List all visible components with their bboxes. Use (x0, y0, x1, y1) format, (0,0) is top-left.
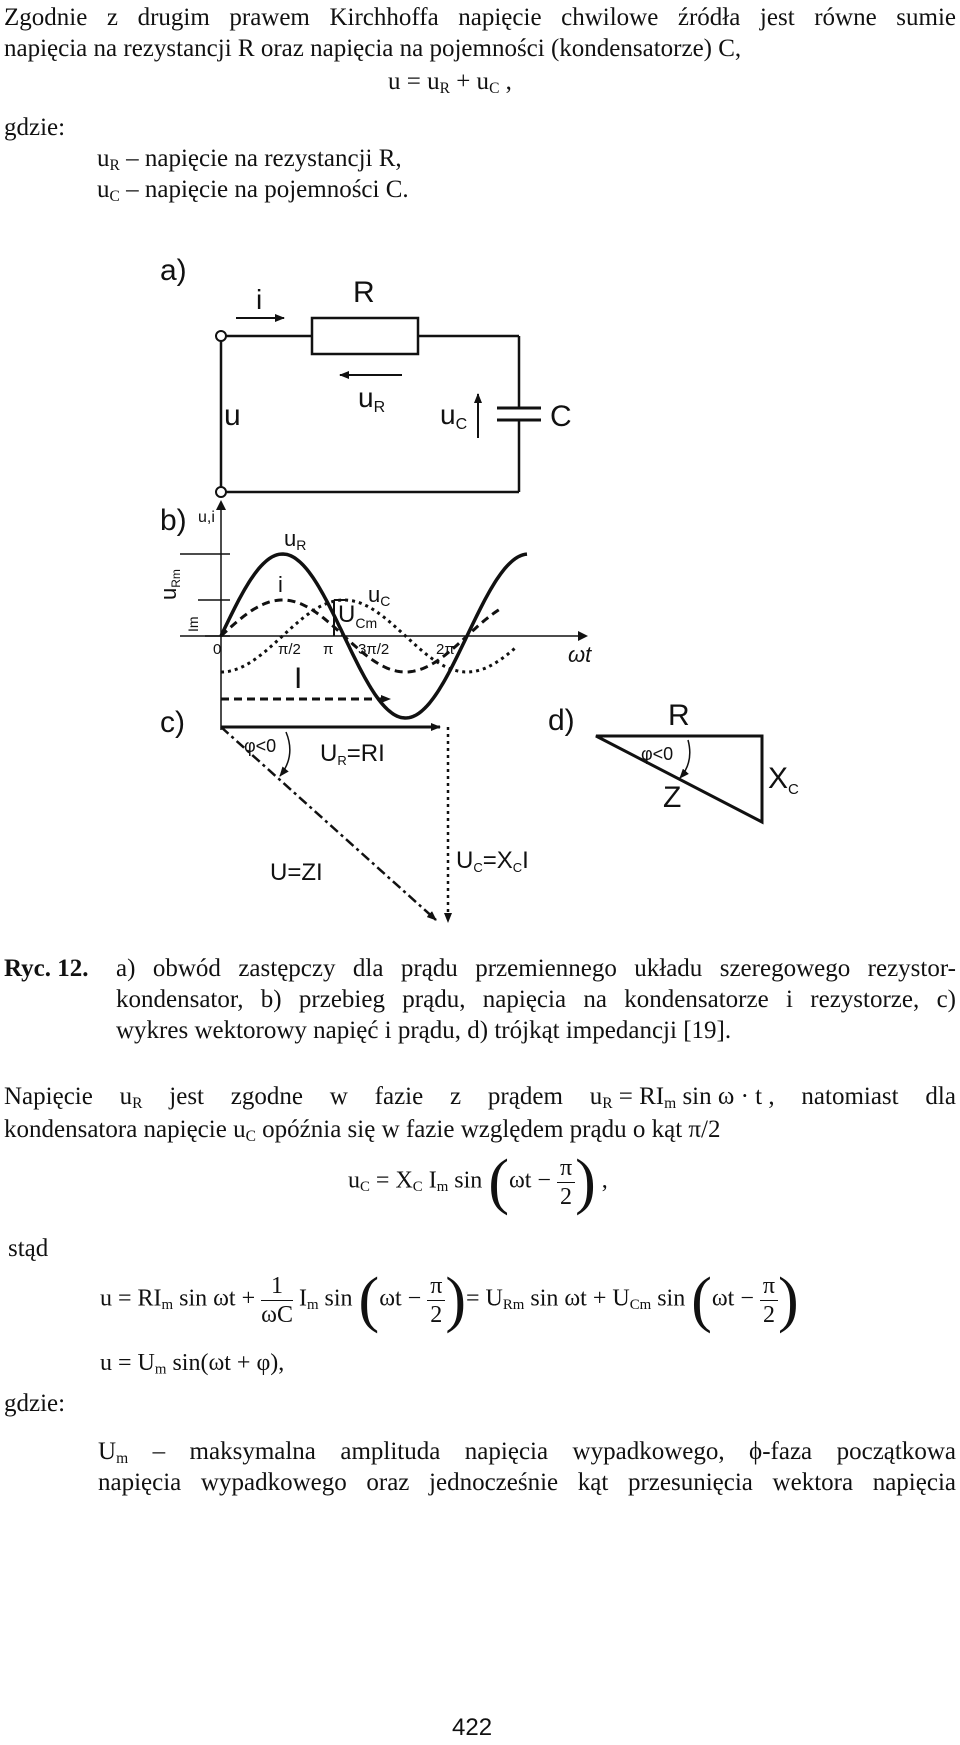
urm-label: uRm (156, 569, 183, 600)
triangle-r-label: R (668, 699, 690, 732)
phi-label: φ<0 (244, 736, 277, 756)
equation-u-expanded: $u = RI_m$ sin ωt + $\frac{1}{\omega C}$ $I_m$ sin (ωt − $\frac{\pi}{2}$ )= $U_{Rm}$ $\sin \omega t + U_{Cm}$ sin (ωt − $\frac{\pi}{2}$ ) (100, 1266, 799, 1334)
ucm-label: $U_{Cm}$ (338, 601, 378, 631)
i-wave-label: i (278, 572, 283, 597)
terminal-top (216, 331, 226, 341)
resistor-label: R (353, 276, 375, 309)
uc-wave-label: uC (368, 582, 391, 609)
x-axis-arrow (578, 631, 588, 641)
current-phasor-label: I (294, 662, 303, 695)
waveform-axes (205, 508, 580, 730)
intro-line-2: napięcia na rezystancji R oraz napięcia na pojemności (kondensatorze) C, (4, 35, 742, 62)
panel-c-label: c) (160, 706, 185, 739)
triangle-phi-arc (680, 740, 690, 778)
panel-d-label: d) (548, 704, 575, 737)
tick-label: π (323, 641, 334, 658)
tick-label: 3π/2 (358, 641, 390, 658)
tick-label: 0 (213, 641, 222, 658)
caption-line-3: wykres wektorowy napięć i prądu, d) trójkąt impedancji [19]. (116, 1017, 732, 1044)
inline-equation-ur: $u_R = RI_m$ sin ω · t , (589, 1083, 775, 1112)
paragraph-1-line-2: kondensatora napięcie $u_C$ opóźnia się w fazie względem prądu o kąt π/2 (4, 1116, 721, 1145)
uc-phasor-label: UC=XCI (456, 847, 529, 875)
paragraph-2-line-1: $U_m$ – maksymalna amplituda napięcia wypadkowego, ϕ-faza początkowa (98, 1438, 956, 1467)
equation-u-resultant: $u = U_m$ sin(ωt + φ), (100, 1350, 285, 1378)
x-axis-label: ωt (568, 642, 592, 667)
caption-line-2: kondensator, b) przebieg prądu, napięcia na kondensatorze i rezystorze, c) (116, 986, 956, 1013)
phi-arc (280, 732, 290, 776)
figure-rc-circuit (0, 240, 960, 940)
resistor-symbol (312, 318, 418, 354)
paragraph-1-line-1: Napięcie $u_R$ jest zgodne w fazie z prądem $u_R = RI_m$ sin ω · t , natomiast dla (4, 1081, 956, 1119)
where-label-2: gdzie: (4, 1390, 66, 1417)
page-number: 422 (452, 1714, 493, 1741)
ur-phasor-label: UR=RI (320, 740, 385, 768)
paragraph-2-line-2: napięcia wypadkowego oraz jednocześnie kąt przesunięcia wektora napięcia (98, 1469, 956, 1496)
capacitor-symbol (497, 408, 541, 420)
triangle-z-label: Z (663, 781, 682, 814)
ur-wave-label: uR (284, 526, 307, 553)
equation-kirchhoff: $u = u_R + u_C$ , (388, 68, 512, 97)
definition-uc: $u_C$ – napięcie na pojemności C. (97, 176, 409, 205)
panel-a-label: a) (160, 254, 187, 287)
hence-label: stąd (8, 1235, 49, 1262)
where-label: gdzie: (4, 114, 66, 141)
tick-label: π/2 (278, 641, 301, 658)
terminal-bottom (216, 487, 226, 497)
uc-label: uC (440, 399, 468, 433)
z-phasor-label: U=ZI (270, 859, 323, 886)
caption-line-1: a) obwód zastępczy dla prądu przemiennego układu szeregowego rezystor- (116, 955, 956, 982)
y-axis-label: u,i (198, 509, 215, 526)
definition-ur: $u_R$ – napięcie na rezystancji R, (97, 145, 402, 174)
ur-label: uR (358, 382, 386, 416)
capacitor-label: C (550, 400, 572, 433)
equation-uc: $u_C = X_C$ $I_m$ sin (ωt − $\frac{\pi}{2}$ ) , (348, 1148, 608, 1216)
source-voltage-label: u (224, 399, 241, 432)
panel-b-label: b) (160, 504, 187, 537)
tick-label: 2π (436, 641, 455, 658)
current-label: i (256, 284, 263, 315)
im-label: Im (185, 616, 201, 632)
circuit-wires (221, 336, 519, 492)
intro-line-1: Zgodnie z drugim prawem Kirchhoffa napięcie chwilowe źródła jest równe sumie (4, 4, 956, 31)
y-axis-arrow (216, 500, 226, 510)
triangle-x-label: $X_C$ (768, 762, 799, 798)
triangle-phi-label: φ<0 (641, 744, 674, 764)
caption-label: Ryc. 12. (4, 955, 89, 982)
